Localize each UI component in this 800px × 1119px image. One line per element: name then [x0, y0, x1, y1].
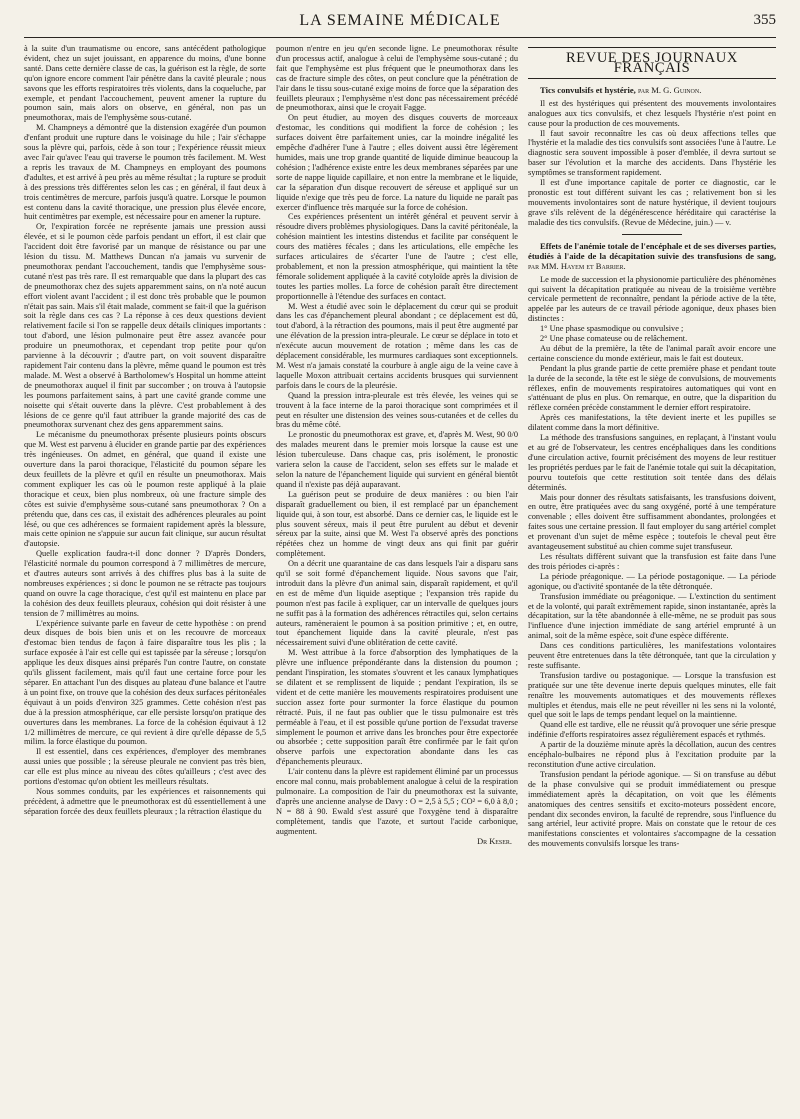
running-head [24, 12, 776, 34]
paragraph: L'air contenu dans la plèvre est rapidement éliminé par un processus encore mal connu, mais probablement analogue à celui de la respiration pulmonaire. La composition de l'air du pneumothorax est la suivante, d'après une ancienne analyse de Davy : O = 2,5 à 5,5 ; CO² = 6,0 à 8,0 ; N = 88 à 90. Ewald s'est assuré que l'oxygène tend à disparaître complètement, tandis que l'azote, et surtout l'acide carbonique, augmentent. [276, 767, 518, 836]
paragraph: La méthode des transfusions sanguines, en replaçant, à l'instant voulu et au gré de l'observateur, les centres encéphaliques dans les conditions d'une circulation active, fournit précisément des moyens de leur restituer les propriétés perdues par le fait de l'anémie totale qui suit la décapitation, pourvu toutefois que cette restitution soit tentée dans des délais déterminés. [528, 433, 776, 492]
paragraph: Il est essentiel, dans ces expériences, d'employer des membranes aussi unies que possible ; la séreuse pleurale ne convient pas très bien, car elle est plus mince au niveau des côtes qu'ailleurs ; c'est avec des portions d'estomac qu'on obtient les meilleurs résultats. [24, 747, 266, 787]
paragraph: Il est des hystériques qui présentent des mouvements involontaires analogues aux tics convulsifs, et chez lesquels l'hystérie n'est point en cause pour la production de ces mouvements. [528, 98, 776, 128]
paragraph: Transfusion immédiate ou préagonique. — L'extinction du sentiment et de la volonté, qui paraît extrêmement rapide, sinon instantanée, après la décapitation, sur la tête abandonnée à elle-même, ne se produit pas sous l'influence d'une injection immédiate de sang artériel emprunté à un animal, soit de la même espèce, soit d'une espèce différente. [528, 591, 776, 641]
paragraph: Le mode de succession et la physionomie particulière des phénomènes qui suivent la décapitation pratiquée au niveau de la troisième vertèbre cervicale permettent de reconnaître, pendant la période active de la tête, appelée par les auteurs de ce travail période agonique, deux phases bien distinctes : [528, 274, 776, 324]
column-right [528, 44, 776, 1109]
paragraph: On a décrit une quarantaine de cas dans lesquels l'air a disparu sans qu'il se soit formé d'épanchement liquide. Nous savons que l'air, introduit dans la plèvre d'un animal sain, disparaît rapidement, et qu'il en est de même d'un liquide aseptique ; l'expansion très rapide du poumon n'est pas facile à expliquer, car un intervalle de quelques jours ne suffit pas à la formation des adhérences rétractiles qui, selon certains auteurs, ramèneraient le poumon à sa position primitive ; et, en outre, tout épanchement liquide dans la cavité pleurale, n'est pas nécessairement suivi d'une oblitération de cette cavité. [276, 559, 518, 648]
paragraph: 2° Une phase comateuse ou de relâchement. [540, 334, 688, 344]
paragraph: A partir de la douzième minute après la décollation, aucun des centres encéphalo-bulbaires ne répond plus à l'excitation produite par la reconstitution d'une active circulation. [528, 740, 776, 769]
paragraph: Nous sommes conduits, par les expériences et raisonnements qui précèdent, à admettre que le pneumothorax est dû essentiellement à une séparation forcée des deux feuillets pleuraux ; la rétraction élastique du [24, 786, 266, 816]
author-signature: Dr Keser. [477, 836, 512, 846]
paragraph: Le mécanisme du pneumothorax présente plusieurs points obscurs que M. West est parvenu à élucider en grande partie par des expériences très ingénieuses. On admet, en général, que quand il existe une ouverture dans la paroi thoracique, l'élasticité du poumon sépare les deux feuillets de la plèvre et qu'il en résulte un pneumothorax. Mais comment expliquer les cas où le poumon reste appliqué à la plaie thoracique et ceux, bien plus nombreux, où une fracture simple des côtes est suivie d'emphysème sous-cutané sans pneumothorax ? On a prétendu que, dans ces cas, il existait des adhérences pleurales au point lésé, ou que ces adhérences se formaient rapidement après la blessure, mais cette opinion ne s'appuie sur aucun fait clinique, sur aucun résultat d'autopsie. [24, 430, 266, 549]
paragraph: Pendant la plus grande partie de cette première phase et pendant toute la durée de la seconde, la tête est le siège de convulsions, de mouvements réflexes, enfin de mouvements respiratoires automatiques qui vont en s'atténuant de plus en plus. On remarque, en outre, que la disparition du réflexe cornéen précède constamment le dernier effort respiratoire. [528, 363, 776, 413]
article-author: par M. G. Guinon. [637, 84, 702, 95]
paragraph: Dans ces conditions particulières, les manifestations volontaires peuvent être entretenues dans la tête détronquée, tant que la circulation y reste suffisante. [528, 641, 776, 670]
paragraph: Ces expériences présentent un intérêt général et peuvent servir à résoudre divers problèmes physiologiques. Dans la cavité péritonéale, la cohésion maintient les intestins distendus et facilite par conséquent le cours des matières fécales ; dans les articulations, elle empêche les surfaces articulaires de s'écarter l'une de l'autre ; c'est elle, probablement, et non la pression atmosphérique, qui maintient la tête fémorale solidement appliquée à la cavité cotyloïde après la division de toutes les parties molles. La force de cohésion paraît être directement proportionnelle à l'étendue des surfaces en contact. [276, 212, 518, 301]
paragraph: Il est d'une importance capitale de porter ce diagnostic, car le pronostic est tout différent suivant les cas ; relativement bon si les mouvements involontaires sont de nature hystérique, il devient toujours grave s'ils relèvent de la dégénérescence héréditaire qui caractérise la maladie des tics convulsifs. (Revue de Médecine, juin.) — v. [528, 178, 776, 227]
paragraph: Quand elle est tardive, elle ne réussit qu'à provoquer une série presque indéfinie d'efforts respiratoires assez régulièrement espacés et rythmés. [528, 720, 776, 740]
article-author: par MM. Hayem et Barrier. [528, 260, 626, 271]
paragraph: Après ces manifestations, la tête devient inerte et les pupilles se dilatent comme dans la mort définitive. [528, 413, 776, 433]
paragraph: Quand la pression intra-pleurale est très élevée, les veines qui se trouvent à la face interne de la paroi thoracique sont comprimées et il peut en résulter une distension des veines sous-cutanées et de celles du bras du même côté. [276, 390, 518, 430]
paragraph: Transfusion pendant la période agonique. — Si on transfuse au début de la phase convulsive qui se produit immédiatement ou presque immédiatement après la décapitation, on voit que les éléments anatomiques des centres sensitifs et excito-moteurs possèdent encore, pendant dix secondes environ, la faculté de reprendre, sous l'influence du sang artériel, leur activité propre. Mais on constate que le retour de ces manifestations conscientes et volontaires s'accompagne de la cessation des mouvements convulsifs lorsque les trans- [528, 769, 776, 849]
paragraph: L'expérience suivante parle en faveur de cette hypothèse : on prend deux disques de bois bien unis et on les recouvre de morceaux d'estomac bien tendus de façon à faire disparaître tous les plis ; la surface exposée à l'air est celle qui est tapissée par la séreuse ; lorsqu'on applique les deux disques ainsi préparés l'un contre l'autre, on constate qu'ils glissent facilement, mais qu'il faut une certaine force pour les séparer. En attachant l'un des disques au plateau d'une balance et l'autre à un point fixe, on trouve que la cohésion des deux surfaces péritonéales équivaut à un poids d'environ 325 grammes. Cette cohésion n'est pas due à la pression atmosphérique, car elle persiste lorsqu'on pratique des ouvertures dans les membranes. La force de la cohésion équivaut à 12 1/2 millimètres de mercure, ce qui revient à dire qu'elle dépasse de 5,5 milim. la force élastique du poumon. [24, 618, 266, 747]
paragraph: Transfusion tardive ou postagonique. — Lorsque la transfusion est pratiquée sur une tête devenue inerte depuis quelques minutes, elle fait renaître les mouvements automatiques et des mouvements réflexes multiples et étendus, mais elle ne peut réveiller ni les sens ni la volonté, quel que soit le laps de temps pendant lequel on la maintienne. [528, 670, 776, 720]
paragraph: Les résultats diffèrent suivant que la transfusion est faite dans l'une des trois périodes ci-après : [528, 551, 776, 571]
paragraph: Au début de la première, la tête de l'animal paraît avoir encore une certaine conscience du monde extérieur, mais le fait est douteux. [528, 343, 776, 363]
paragraph: à la suite d'un traumatisme ou encore, sans antécédent pathologique évident, chez un sujet jouissant, en apparence du moins, d'une bonne santé. Dans cette dernière classe de cas, la guérison est la règle, de sorte qu'on ignore encore comment l'air pénètre dans la cavité pleurale ; nous savons que les efforts respiratoires très violents, dans la coqueluche, par exemple, et pendant l'accouchement, peuvent amener la rupture du poumon sain, mais alors on observe, en général, non pas un pneumothorax, mais de l'emphysème sous-cutané. [24, 44, 266, 123]
paragraph: M. Champneys a démontré que la distension exagérée d'un poumon d'enfant produit une rupture dans le voisinage du hile ; l'air s'échappe sous la plèvre qui, parfois, cède à son tour ; l'expérience réussit mieux avec l'air qu'avec l'eau qui traverse le poumon très facilement. M. West a repris les travaux de M. Champneys en employant des poumons d'adultes, et est arrivé à peu près au même résultat ; la rupture se produit à des pressions très différentes selon les cas ; en général, il faut deux à trois centimètres de mercure, parfois jusqu'à quatre. Lorsque le poumon est contenu dans la cavité thoracique, une pression plus élevée encore, huit centimètres par exemple, est nécessaire pour en amener la rupture. [24, 123, 266, 222]
paragraph: Mais pour donner des résultats satisfaisants, les transfusions doivent, en outre, être pratiquées avec du sang oxygéné, porté à une température convenable ; elles doivent être suffisamment abondantes, prolongées et faites sous une certaine pression. Il faut employer du sang artériel complet et provenant d'un sujet de même espèce ; toutefois le cheval peut être avantageusement substitué au chien comme sujet transfuseur. [528, 492, 776, 552]
paragraph: Le pronostic du pneumothorax est grave, et, d'après M. West, 90 0/0 des malades meurent dans le premier mois lorsque la cause est une lésion tuberculeuse. Dans chaque cas, pris isolément, le pronostic variera selon la cause de l'accident, selon ses effets sur le malade et selon la nature de l'épanchement liquide qui survient en général bientôt quand il n'existe pas déjà auparavant. [276, 430, 518, 489]
paragraph: On peut étudier, au moyen des disques couverts de morceaux d'estomac, les conditions qui modifient la force de cohésion ; les surfaces doivent être parfaitement unies, car la moindre inégalité les empêche d'adhérer l'une à l'autre ; elles doivent aussi être légèrement humides, mais une trop grande quantité de liquide diminue beaucoup la cohésion ; l'adhérence existe entre les deux membranes séparées par une sorte de nappe liquide capillaire, et non entre la membrane et le liquide, car la séparation d'un disque recouvert de séreuse et appliqué sur un liquide n'exige que très peu de force. La nature du liquide ne paraît pas exercer d'influence très marquée sur la force de cohésion. [276, 113, 518, 212]
journal-title: LA SEMAINE MÉDICALE [299, 12, 501, 29]
column-middle [276, 44, 518, 1109]
header-rule [24, 37, 776, 38]
section-rule-bottom [528, 78, 776, 79]
paragraph: La guérison peut se produire de deux manières : ou bien l'air disparaît graduellement ou bien, il est remplacé par un épanchement liquide qui, à son tour, est absorbé. Dans ce dernier cas, le liquide est le plus souvent séreux, mais il peut être purulent au début et devenir séreux par la suite, ainsi que M. West l'a observé après des ponctions répétées chez un homme de vingt deux ans qui finit par guérir complètement. [276, 489, 518, 559]
article-heading [528, 241, 776, 271]
article-title: Tics convulsifs et hystérie, [540, 84, 636, 95]
paragraph: Or, l'expiration forcée ne représente jamais une pression aussi élevée, et si le poumon cède parfois pendant un effort, il est clair que l'accident doit être favorisé par un manque de résistance ou par une lésion du tissu. M. Matthews Duncan n'a jamais vu survenir de pneumothorax pendant l'accouchement, tandis que l'emphysème sous-cutané n'est pas très rare. Il est remarquable que dans la plupart des cas de pneumothorax chez des sujets apparemment sains, on n'a noté aucun effort violent avant l'accident ; il est donc très probable que le poumon n'était pas sain. Mais s'il était malade, comment se fait-il que la guérison soit la règle dans ces cas ? La réponse à ces deux questions devient relativement facile si l'on se rappelle deux détails cliniques importants : tout d'abord, une lésion pulmonaire peut être assez avancée pour produire un pneumothorax, et cependant trop petite pour qu'on parvienne à la découvrir ; d'autre part, on voit souvent disparaître rapidement l'air contenu dans la plèvre, même quand le poumon est très malade. M. West a observé à Bartholomew's Hospital un homme atteint de pneumothorax auquel il finit par succomber ; on trouva à l'autopsie les poumons parfaitement sains, à part une cavité grande comme une noisette qui s'était ouverte dans la plèvre. C'est probablement à des lésions de ce genre qu'il faut attribuer la grande majorité des cas de pneumothorax survenant chez des gens apparemment sains. [24, 222, 266, 430]
paragraph: La période préagonique. — La période postagonique. — La période agonique, ou d'activité spontanée de la tête détronquée. [528, 571, 776, 591]
section-rule-top [528, 47, 776, 48]
paragraph: 1° Une phase spasmodique ou convulsive ; [540, 324, 684, 334]
article-separator [622, 234, 682, 235]
section-title: REVUE DES JOURNAUX FRANÇAIS [566, 50, 738, 76]
paragraph: Quelle explication faudra-t-il donc donner ? D'après Donders, l'élasticité normale du poumon correspond à 7 millimètres de mercure, et d'autres auteurs sont arrivés à des chiffres plus bas à la suite de nombreuses expériences ; si donc le poumon ne se rétracte pas toujours quand on ouvre la cage thoracique, c'est qu'il est maintenu en place par la cohésion des deux feuillets pleuraux, cohésion qui doit résister à une tension de 7 millimètres au moins. [24, 549, 266, 618]
article-title: Effets de l'anémie totale de l'encéphale et de ses diverses parties, étudiés à l'aide de la décapitation suivie des transfusions de sang, [528, 240, 776, 261]
column-left [24, 44, 266, 1109]
paragraph: M. West attribue à la force d'absorption des lymphatiques de la plèvre une influence prépondérante dans la distension du poumon ; pendant l'inspiration, les stomates s'ouvrent et les canaux lymphatiques se dilatent et se remplissent de liquide ; pendant l'expiration, ils se vident et de cette manière les mouvements respiratoires produisent une succion assez forte pour surmonter la force élastique du poumon rétracté. Puis, il ne faut pas oublier que le tissu pulmonaire est très perméable à l'eau, et il est possible qu'une portion de l'exsudat traverse simplement le poumon et arrive dans les bronches pour être expectorée ou absorbée ; cette supposition paraît être confirmée par le fait qu'on observe parfois une expectoration abondante dans les cas d'épanchements pleuraux. [276, 648, 518, 767]
paragraph: poumon n'entre en jeu qu'en seconde ligne. Le pneumothorax résulte d'un processus actif, analogue à celui de l'emphysème sous-cutané ; du fait que l'emphysème est plus fréquent que le pneumothorax dans les cas de fracture simple des côtes, on peut conclure que la pénétration de l'air dans le tissu sous-cutané exige moins de force que la séparation des feuillets pleuraux ; l'emphysème n'est donc pas nécessairement précédé de pneumothorax, ainsi que le croyait Fagge. [276, 44, 518, 113]
paragraph: Il faut savoir reconnaître les cas où deux affections telles que l'hystérie et la maladie des tics convulsifs sont associées l'une à l'autre. Le diagnostic sera souvent impossible à poser d'emblée, il devra surtout se baser sur l'évolution et la marche des accidents. Dans l'hystérie les symptômes se transforment rapidement. [528, 128, 776, 178]
paragraph: M. West a étudié avec soin le déplacement du cœur qui se produit dans les cas d'épanchement pleural abondant ; ce déplacement est dû, tout d'abord, à la rétraction des poumons, mais il peut être augmenté par une élévation de la pression intra-pleurale. Le cœur se déplace in toto et n'exécute aucun mouvement de rotation ; même dans les cas de déplacement considérable, les murmures cardiaques sont exceptionnels. M. West n'a jamais constaté la courbure à angle aigu de la veine cave à laquelle Moxon attribuait certains accidents brusques qui surviennent parfois dans le cours de la pleurésie. [276, 301, 518, 390]
article-heading [528, 85, 776, 95]
page-number: 355 [753, 12, 776, 28]
